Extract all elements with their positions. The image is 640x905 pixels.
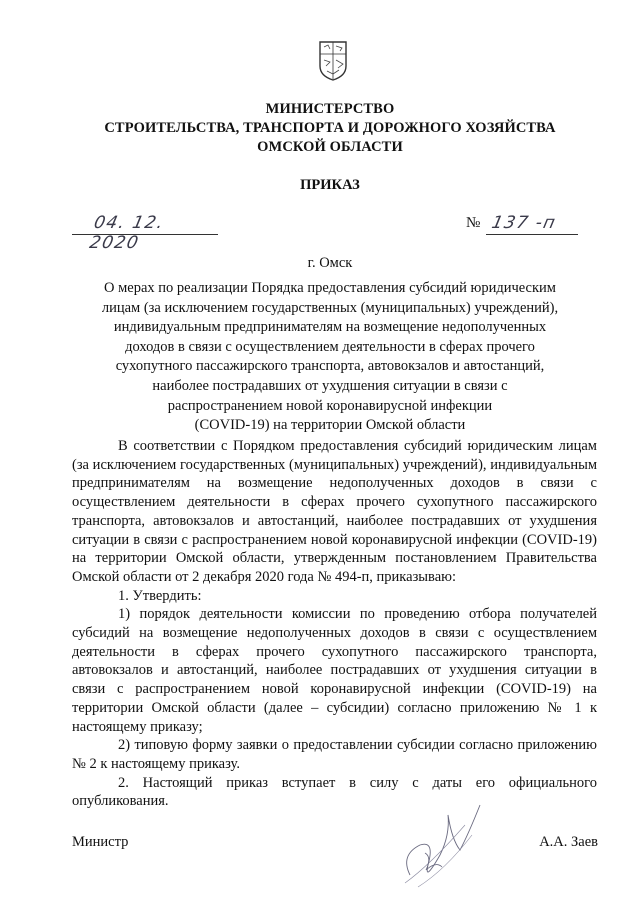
subject-line: распространением новой коронавирусной инфекции xyxy=(167,397,493,414)
order-body xyxy=(72,437,597,811)
ministry-line: МИНИСТЕРСТВО xyxy=(265,101,395,117)
signer-title: Министр xyxy=(72,834,129,850)
ministry-line: ОМСКОЙ ОБЛАСТИ xyxy=(257,139,403,155)
subject-line: индивидуальным предпринимателям на возмещение недополученных xyxy=(113,319,547,336)
city-line: г. Омск xyxy=(307,255,353,271)
ministry-line: СТРОИТЕЛЬСТВА, ТРАНСПОРТА И ДОРОЖНОГО ХОЗЯЙСТВА xyxy=(104,120,556,136)
body-paragraph: 2) типовую форму заявки о предоставлении субсидии согласно приложению № 2 к настоящему приказу. xyxy=(72,737,597,772)
number-field xyxy=(486,212,578,235)
body-paragraph: 2. Настоящий приказ вступает в силу с даты его официального опубликования. xyxy=(72,774,597,810)
date-field xyxy=(72,212,218,253)
handwritten-date: 04. 12. 2020 xyxy=(87,213,167,253)
handwritten-signature xyxy=(390,795,490,895)
subject-line: (COVID-19) на территории Омской области xyxy=(194,417,466,434)
subject-line: доходов в связи с осуществлением деятельности в сферах прочего xyxy=(125,338,535,355)
signature-block xyxy=(72,834,598,856)
subject-line: лицам (за исключением государственных (муниципальных) учреждений), xyxy=(101,299,559,316)
body-paragraph: 1. Утвердить: xyxy=(118,587,202,604)
number-sign: № xyxy=(466,215,481,231)
ministry-name xyxy=(60,100,600,157)
subject-line: сухопутного пассажирского транспорта, автовокзалов и автостанций, xyxy=(115,358,545,375)
document-type-title: ПРИКАЗ xyxy=(300,177,360,193)
subject-line: наиболее пострадавших от ухудшения ситуации в связи с xyxy=(152,377,508,394)
signer-name: А.А. Заев xyxy=(539,834,598,850)
order-subject xyxy=(60,279,600,436)
subject-line: О мерах по реализации Порядка предоставления субсидий юридическим xyxy=(104,280,556,296)
handwritten-number: 137 -п xyxy=(489,213,559,233)
body-paragraph: В соответствии с Порядком предоставления субсидий юридическим лицам (за исключением государственных (муниципальных) учреждений), индивидуальным предпринимателям на возмещение недополученных доходов в связи с осуществлением деятельности в сферах прочего сухопутного пассажирского транспорта, автовокзалов и автостанций, наиболее пострадавших от ухудшения ситуации в связи с распространением новой коронавирусной инфекции (COVID-19) на территории Омской области, утвержденным постановлением Правительства Омской области от 2 декабря 2020 года № 494-п, приказываю: xyxy=(72,438,597,585)
body-paragraph: 1) порядок деятельности комиссии по проведению отбора получателей субсидий на возмещение недополученных доходов в связи с осуществлением деятельности в сферах прочего сухопутного пассажирского транспорта, автовокзалов и автостанций, наиболее пострадавших от ухудшения ситуации в связи с распространением новой коронавирусной инфекции (COVID-19) на территории Омской области (далее – субсидии) согласно приложению № 1 к настоящему приказу; xyxy=(72,606,597,735)
coat-of-arms-icon xyxy=(318,40,348,82)
